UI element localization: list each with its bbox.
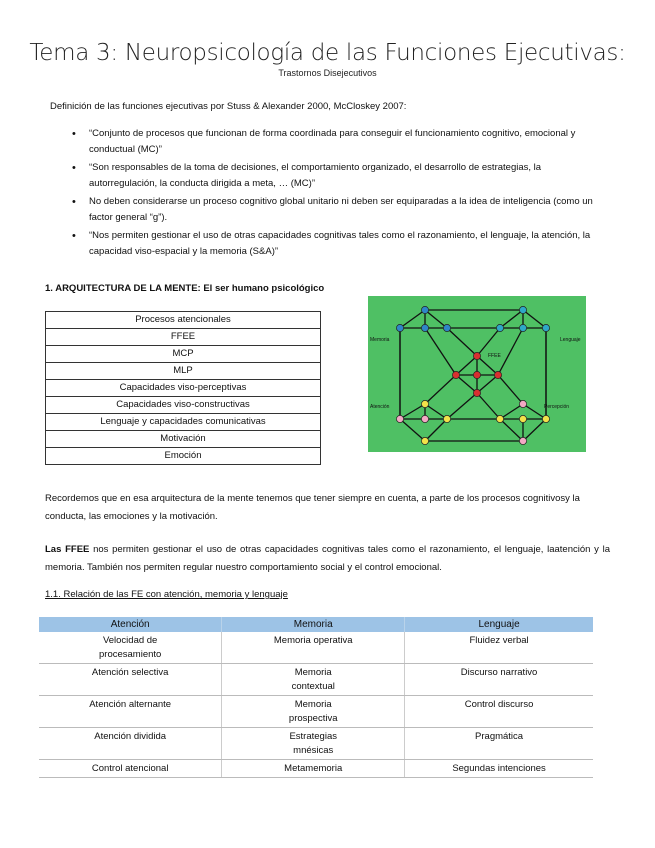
table-cell: Motivación: [46, 431, 321, 448]
diagram-node-memoria: [421, 324, 428, 331]
table-cell: Memoria operativa: [222, 632, 405, 664]
table-row: [46, 380, 321, 397]
table-cell: [222, 696, 405, 728]
diagram-node-percepcion: [421, 437, 428, 444]
table-row: [39, 664, 593, 696]
paragraph-ffee-bold: Las FFEE: [45, 544, 90, 555]
diagram-label-ffee: FFEE: [488, 353, 501, 359]
table-header-row: [39, 617, 593, 632]
diagram-node-percepcion: [519, 415, 526, 422]
diagram-node-ffee: [452, 371, 459, 378]
table-cell: Control atencional: [39, 760, 222, 778]
document-title: Tema 3: Neuropsicología de las Funciones Ejecutivas:: [29, 40, 626, 66]
table-cell: FFEE: [46, 329, 321, 346]
architecture-table: [45, 311, 321, 465]
table-cell: Metamemoria: [222, 760, 405, 778]
table-cell: Segundas intenciones: [405, 760, 593, 778]
diagram-node-lenguaje: [519, 324, 526, 331]
table-cell: Atención dividida: [39, 728, 222, 760]
table-cell: Pragmática: [405, 728, 593, 760]
column-header-memoria: Memoria: [222, 617, 405, 632]
table-row: [46, 431, 321, 448]
diagram-node-percepcion: [443, 415, 450, 422]
table-row: [46, 448, 321, 465]
table-row: [39, 760, 593, 778]
bullet-item: [70, 160, 610, 192]
diagram-node-ffee: [473, 371, 480, 378]
table-cell: Procesos atencionales: [46, 312, 321, 329]
table-cell: Lenguaje y capacidades comunicativas: [46, 414, 321, 431]
diagram-node-atencion: [421, 415, 428, 422]
diagram-node-atencion: [519, 437, 526, 444]
paragraph-ffee-text: nos permiten gestionar el uso de otras capacidades cognitivas tales como el razonamiento, el lenguaje, laatención y la memoria. También nos permiten regular nuestro comportamiento social y el control emocional.: [45, 544, 610, 573]
cell-text: Memoria prospectiva: [288, 699, 338, 724]
bullet-dot-icon: •: [72, 162, 76, 174]
bullet-dot-icon: •: [72, 196, 76, 208]
relation-table: [39, 617, 593, 778]
diagram-node-ffee: [494, 371, 501, 378]
table-cell: Atención alternante: [39, 696, 222, 728]
mind-architecture-diagram: [368, 296, 586, 452]
diagram-label-lenguaje: Lenguaje: [560, 337, 581, 343]
table-row: [39, 728, 593, 760]
diagram-label-memoria: Memoria: [370, 337, 390, 343]
diagram-label-percepcion: Percepción: [544, 404, 570, 410]
bullet-item: [70, 228, 610, 260]
bullet-text: “Son responsables de la toma de decisiones, el comportamiento organizado, el desarrollo de estrategias, la autorregulación, la conducta dirigida a meta, … (MC)”: [89, 162, 542, 189]
diagram-node-percepcion: [542, 415, 549, 422]
definition-bullet-list: [70, 126, 610, 262]
table-row: [46, 414, 321, 431]
bullet-text: “Nos permiten gestionar el uso de otras capacidades cognitivas tales como el razonamiento, el lenguaje, la atención, la capacidad viso-espacial y la memoria (S&A)”: [89, 230, 591, 257]
column-header-lenguaje: Lenguaje: [405, 617, 593, 632]
column-header-atencion: Atención: [39, 617, 222, 632]
diagram-node-lenguaje: [496, 324, 503, 331]
diagram-node-percepcion: [421, 400, 428, 407]
table-row: [46, 363, 321, 380]
table-row: [46, 312, 321, 329]
bullet-text: “Conjunto de procesos que funcionan de forma coordinada para conseguir el funcionamiento cognitivo, emocional y conductual (MC)”: [89, 128, 576, 155]
table-cell: MCP: [46, 346, 321, 363]
diagram-node-atencion: [519, 400, 526, 407]
table-cell: Fluidez verbal: [405, 632, 593, 664]
table-row: [46, 397, 321, 414]
cell-text: Memoria contextual: [291, 667, 335, 692]
bullet-dot-icon: •: [72, 230, 76, 242]
section-heading-relation: 1.1. Relación de las FE con atención, memoria y lenguaje: [45, 589, 288, 600]
diagram-node-ffee: [473, 389, 480, 396]
bullet-item: [70, 194, 610, 226]
diagram-label-atencion: Atención: [370, 404, 390, 410]
table-row: [46, 346, 321, 363]
table-cell: MLP: [46, 363, 321, 380]
table-row: [39, 632, 593, 664]
section-heading-architecture: 1. ARQUITECTURA DE LA MENTE: El ser humano psicológico: [45, 283, 325, 294]
cell-text: Estrategias mnésicas: [289, 731, 337, 756]
diagram-node-atencion: [396, 415, 403, 422]
table-cell: Atención selectiva: [39, 664, 222, 696]
document-subtitle: Trastornos Disejecutivos: [278, 68, 377, 78]
table-cell: Emoción: [46, 448, 321, 465]
table-cell: [39, 632, 222, 664]
definition-intro: Definición de las funciones ejecutivas por Stuss & Alexander 2000, McCloskey 2007:: [50, 101, 407, 112]
table-cell: Discurso narrativo: [405, 664, 593, 696]
bullet-text: No deben considerarse un proceso cognitivo global unitario ni deben ser equiparadas a la idea de inteligencia (como un factor general “g”).: [89, 196, 593, 223]
table-row: [39, 696, 593, 728]
diagram-node-memoria: [443, 324, 450, 331]
paragraph-ffee: [45, 541, 610, 577]
paragraph-recordemos: Recordemos que en esa arquitectura de la mente tenemos que tener siempre en cuenta, a parte de los procesos cognitivosy la conducta, las emociones y la motivación.: [45, 493, 580, 522]
table-cell: Capacidades viso-constructivas: [46, 397, 321, 414]
diagram-node-percepcion: [496, 415, 503, 422]
diagram-node-lenguaje: [519, 306, 526, 313]
table-cell: Capacidades viso-perceptivas: [46, 380, 321, 397]
bullet-dot-icon: •: [72, 128, 76, 140]
table-row: [46, 329, 321, 346]
cell-text: Velocidad de procesamiento: [99, 635, 162, 660]
diagram-node-lenguaje: [542, 324, 549, 331]
diagram-node-ffee: [473, 352, 480, 359]
diagram-node-memoria: [396, 324, 403, 331]
table-cell: [222, 664, 405, 696]
bullet-item: [70, 126, 610, 158]
table-cell: Control discurso: [405, 696, 593, 728]
diagram-node-memoria: [421, 306, 428, 313]
table-cell: [222, 728, 405, 760]
